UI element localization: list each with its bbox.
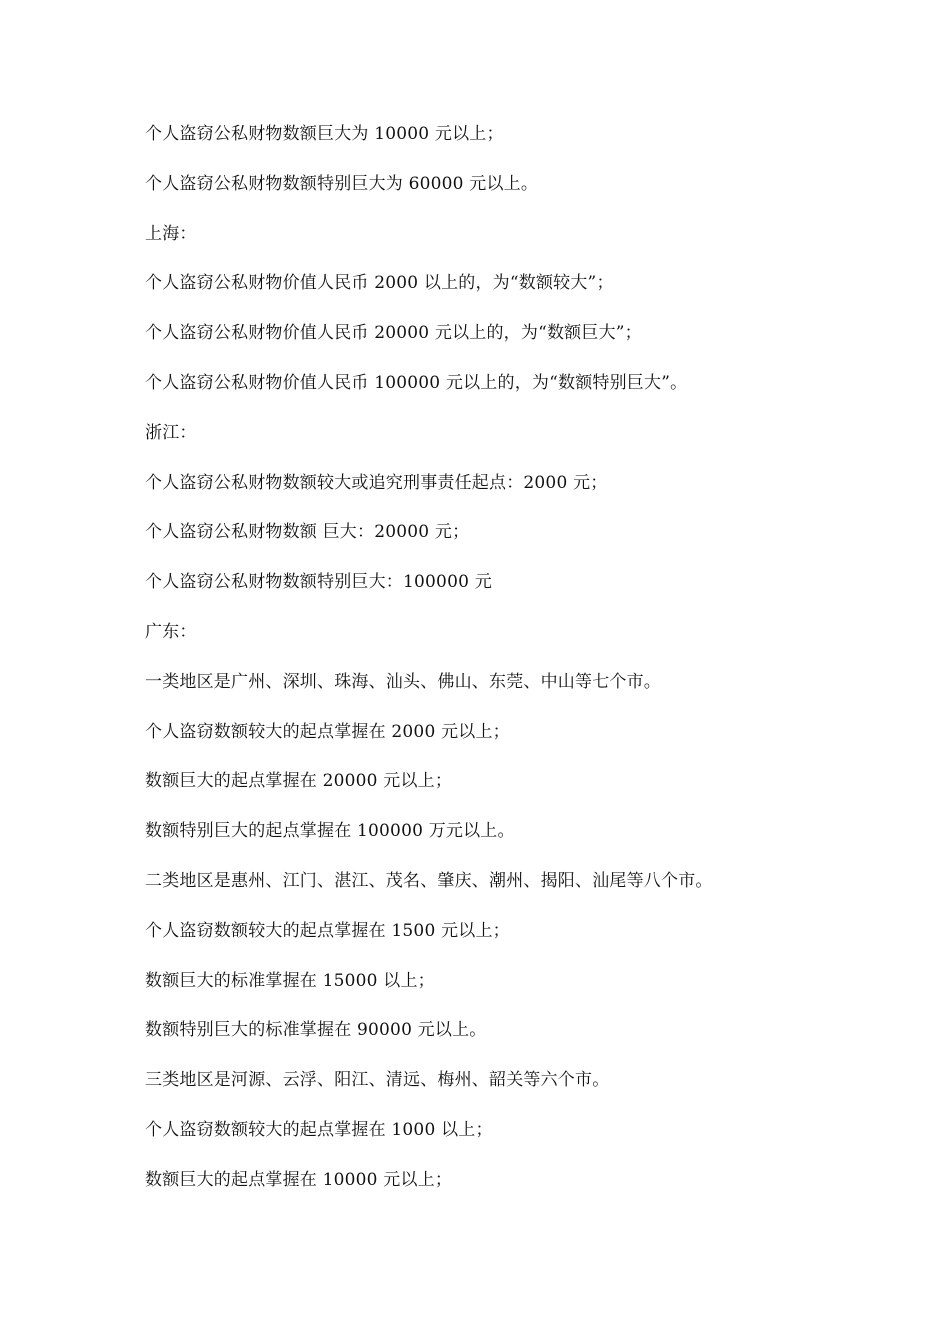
paragraph-line: 个人盗窃公私财物数额 巨大：20000 元； (145, 522, 470, 543)
paragraph-line: 个人盗窃公私财物数额较大或追究刑事责任起点：2000 元； (145, 472, 608, 493)
paragraph-line: 个人盗窃公私财物数额巨大为 10000 元以上； (145, 124, 504, 144)
paragraph-line: 个人盗窃数额较大的起点掌握在 1000 以上； (145, 1119, 493, 1140)
paragraph-line: 数额巨大的起点掌握在 10000 元以上； (145, 1169, 453, 1190)
paragraph-line: 个人盗窃数额较大的起点掌握在 1500 元以上； (145, 920, 510, 941)
paragraph-line: 个人盗窃公私财物数额特别巨大：100000 元 (145, 572, 492, 593)
paragraph-line: 个人盗窃公私财物价值人民币 100000 元以上的，为“数额特别巨大”。 (145, 372, 688, 393)
paragraph-line: 个人盗窃数额较大的起点掌握在 2000 元以上； (145, 721, 510, 742)
paragraph-line: 个人盗窃公私财物价值人民币 2000 以上的，为“数额较大”； (145, 273, 614, 294)
paragraph-line: 数额巨大的标准掌握在 15000 以上； (145, 970, 435, 991)
paragraph-line: 二类地区是惠州、江门、湛江、茂名、肇庆、潮州、揭阳、汕尾等八个市。 (145, 870, 713, 891)
paragraph-line: 个人盗窃公私财物价值人民币 20000 元以上的，为“数额巨大”； (145, 323, 642, 344)
section-heading-shanghai: 上海： (145, 223, 197, 244)
paragraph-line: 一类地区是广州、深圳、珠海、汕头、佛山、东莞、中山等七个市。 (145, 671, 661, 692)
paragraph-line: 三类地区是河源、云浮、阳江、清远、梅州、韶关等六个市。 (145, 1070, 610, 1091)
section-heading-zhejiang: 浙江： (145, 422, 197, 443)
document-body (145, 122, 865, 1218)
paragraph-line: 数额特别巨大的起点掌握在 100000 万元以上。 (145, 821, 515, 842)
section-heading-guangdong: 广东： (145, 621, 197, 642)
paragraph-line: 数额巨大的起点掌握在 20000 元以上； (145, 771, 453, 792)
paragraph-line: 个人盗窃公私财物数额特别巨大为 60000 元以上。 (145, 173, 539, 194)
paragraph-line: 数额特别巨大的标准掌握在 90000 元以上。 (145, 1020, 487, 1041)
